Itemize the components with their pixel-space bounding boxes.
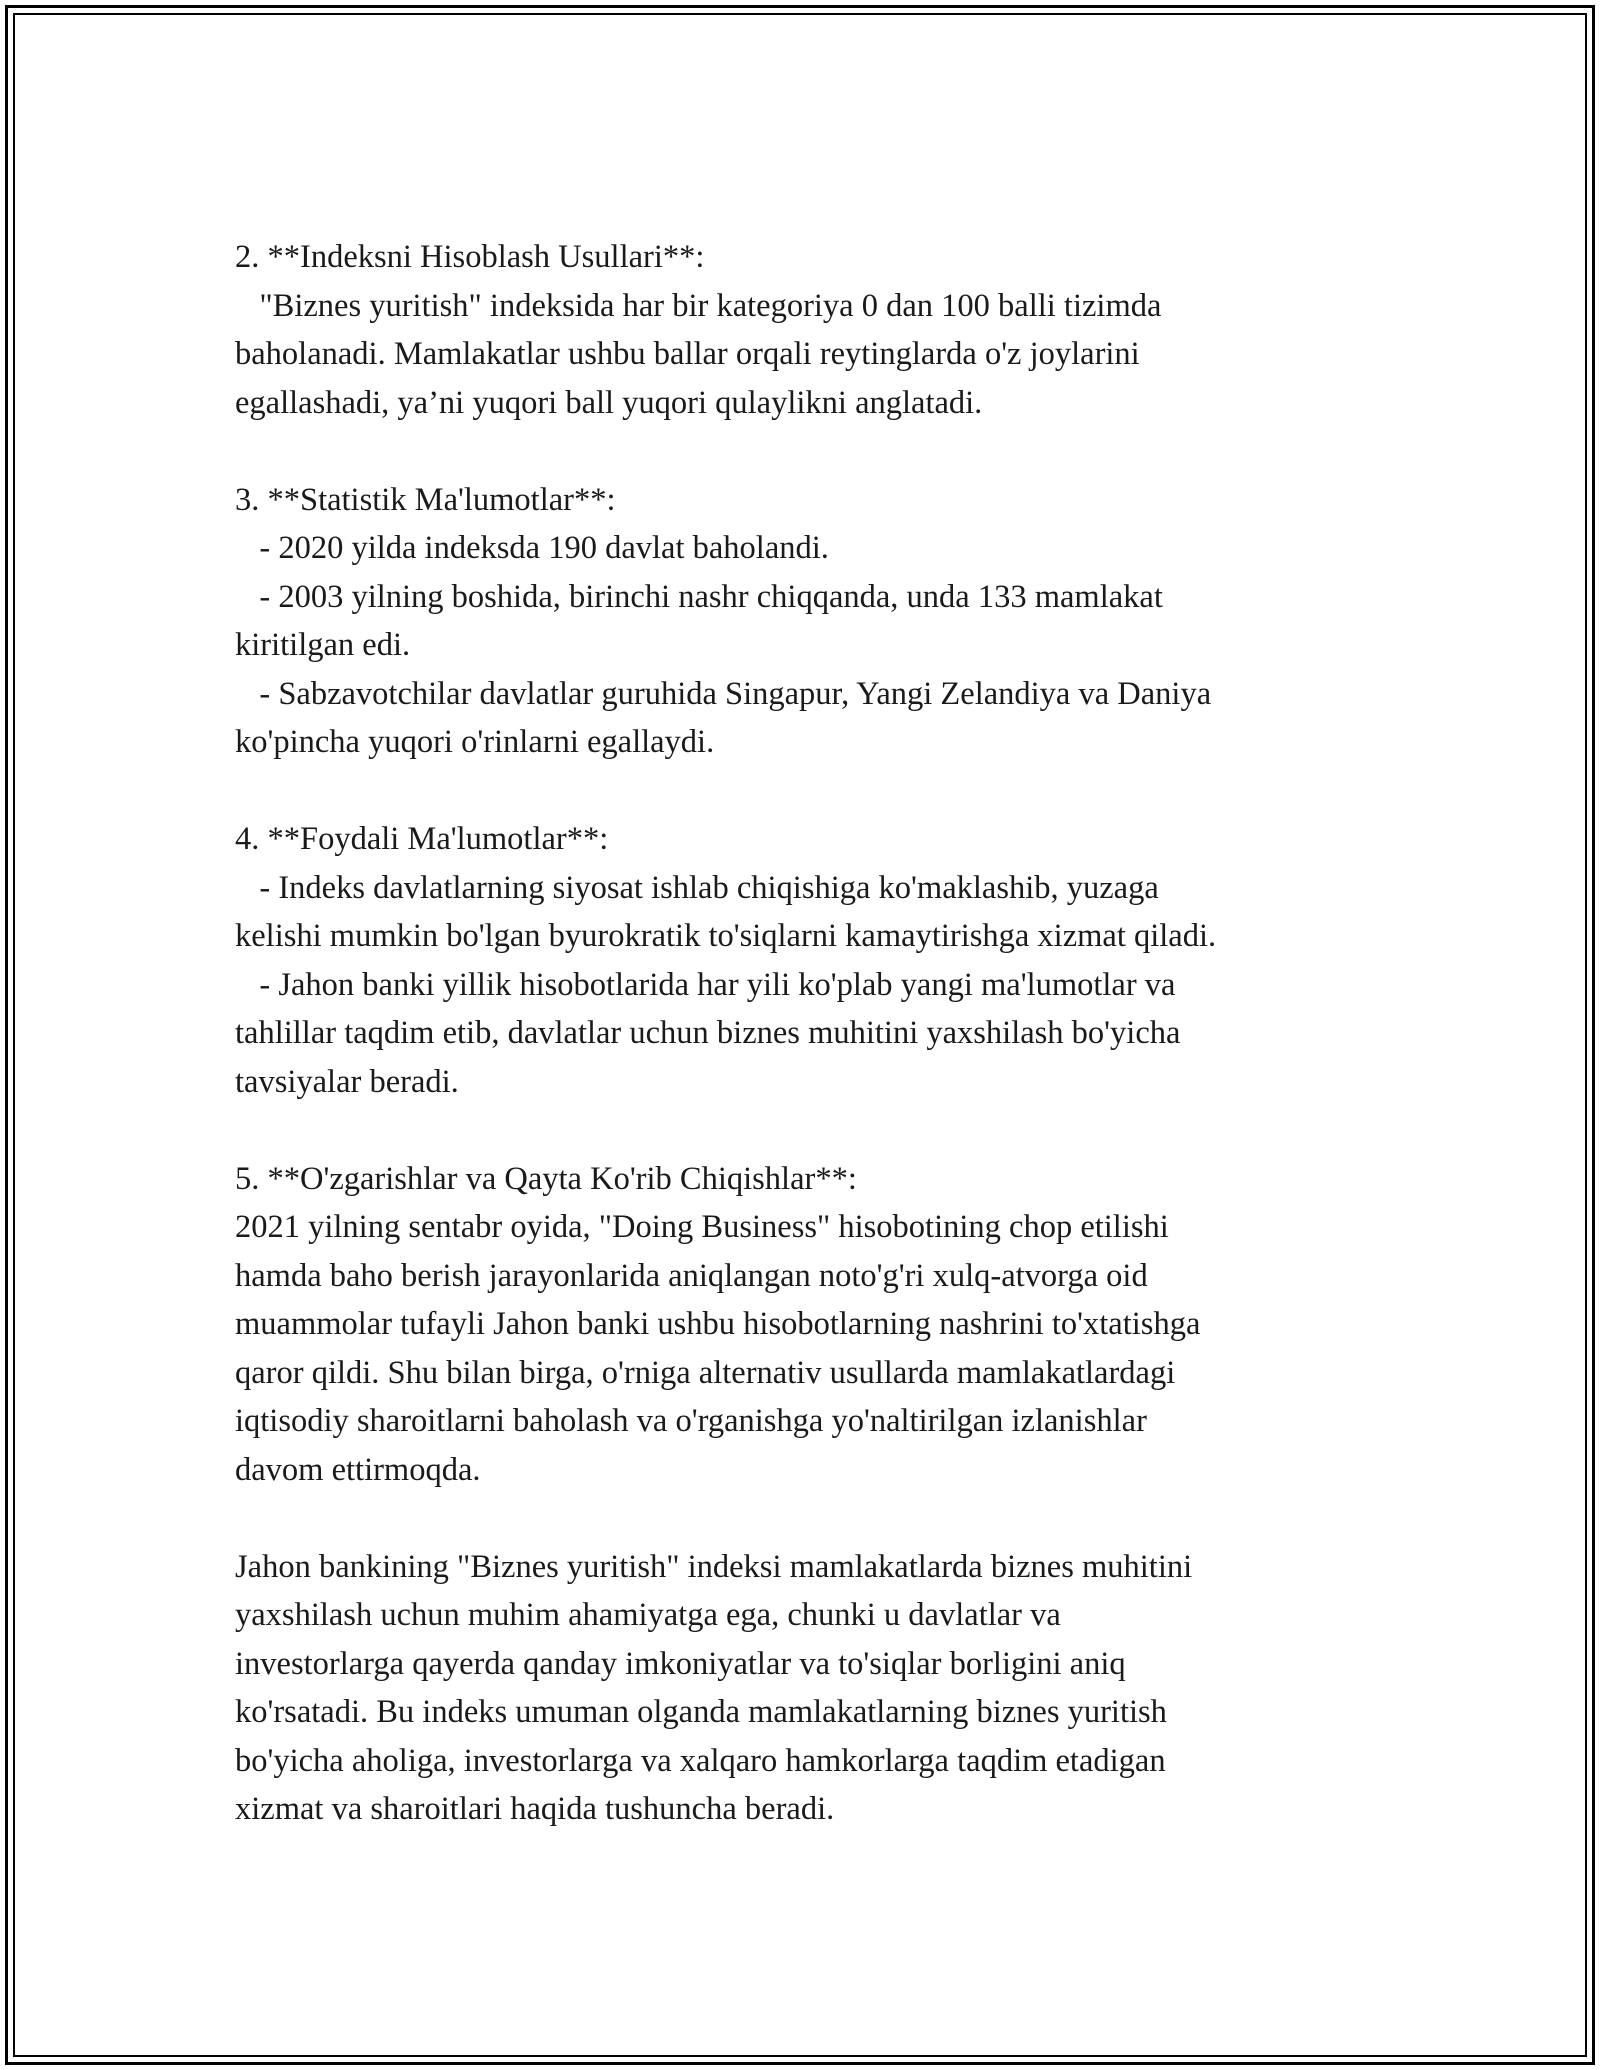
section-useful-information (235, 815, 1365, 1106)
section-heading: 4. **Foydali Ma'lumotlar**: (235, 821, 609, 857)
section-statistics (235, 476, 1365, 767)
text-line: kelishi mumkin bo'lgan byurokratik to'siqlarni kamaytirishga xizmat qiladi. (235, 918, 1217, 954)
text-line: kiritilgan edi. (235, 627, 411, 663)
text-line: iqtisodiy sharoitlarni baholash va o'rganishga yo'naltirilgan izlanishlar (235, 1403, 1147, 1439)
text-line: tahlillar taqdim etib, davlatlar uchun biznes muhitini yaxshilash bo'yicha (235, 1015, 1181, 1051)
text-line: investorlarga qayerda qanday imkoniyatlar va to'siqlar borligini aniq (235, 1645, 1126, 1682)
section-heading: 2. **Indeksni Hisoblash Usullari**: (235, 239, 705, 275)
paragraph-spacer (235, 1106, 1365, 1155)
paragraph-spacer (235, 767, 1365, 816)
section-conclusion (235, 1543, 1365, 1834)
text-line: ko'rsatadi. Bu indeks umuman olganda mamlakatlarning biznes yuritish (235, 1694, 1167, 1730)
text-line: baholanadi. Mamlakatlar ushbu ballar orqali reytinglarda o'z joylarini (235, 336, 1140, 372)
text-line: egallashadi, ya’ni yuqori ball yuqori qulaylikni anglatadi. (235, 384, 983, 421)
section-heading: 5. **O'zgarishlar va Qayta Ko'rib Chiqishlar**: (235, 1160, 857, 1197)
text-line: hamda baho berish jarayonlarida aniqlangan noto'g'ri xulq-atvorga oid (235, 1257, 1148, 1294)
paragraph-spacer (235, 427, 1365, 476)
list-item: - Jahon banki yillik hisobotlarida har yili ko'plab yangi ma'lumotlar va (235, 966, 1176, 1003)
text-line: ko'pincha yuqori o'rinlarni egallaydi. (235, 724, 715, 760)
section-calculation-methods (235, 233, 1365, 427)
text-line: tavsiyalar beradi. (235, 1063, 459, 1100)
list-item: - 2003 yilning boshida, birinchi nashr chiqqanda, unda 133 mamlakat (235, 578, 1163, 615)
text-line: yaxshilash uchun muhim ahamiyatga ega, chunki u davlatlar va (235, 1597, 1061, 1633)
list-item: - Sabzavotchilar davlatlar guruhida Singapur, Yangi Zelandiya va Daniya (235, 675, 1212, 712)
list-item: - Indeks davlatlarning siyosat ishlab chiqishiga ko'maklashib, yuzaga (235, 869, 1159, 906)
text-line: qaror qildi. Shu bilan birga, o'rniga alternativ usullarda mamlakatlardagi (235, 1354, 1176, 1391)
paragraph-spacer (235, 1494, 1365, 1543)
section-changes-and-revisions (235, 1155, 1365, 1495)
text-line: muammolar tufayli Jahon banki ushbu hisobotlarning nashrini to'xtatishga (235, 1306, 1201, 1342)
section-heading: 3. **Statistik Ma'lumotlar**: (235, 481, 616, 518)
document-body (235, 233, 1365, 1834)
list-item: - 2020 yilda indeksda 190 davlat baholandi. (235, 530, 829, 566)
text-line: "Biznes yuritish" indeksida har bir kategoriya 0 dan 100 balli tizimda (235, 287, 1162, 324)
text-line: davom ettirmoqda. (235, 1451, 481, 1488)
text-line: 2021 yilning sentabr oyida, "Doing Business" hisobotining chop etilishi (235, 1209, 1169, 1245)
text-line: bo'yicha aholiga, investorlarga va xalqaro hamkorlarga taqdim etadigan (235, 1742, 1166, 1779)
text-line: Jahon bankining "Biznes yuritish" indeksi mamlakatlarda biznes muhitini (235, 1548, 1193, 1585)
text-line: xizmat va sharoitlari haqida tushuncha beradi. (235, 1791, 835, 1827)
